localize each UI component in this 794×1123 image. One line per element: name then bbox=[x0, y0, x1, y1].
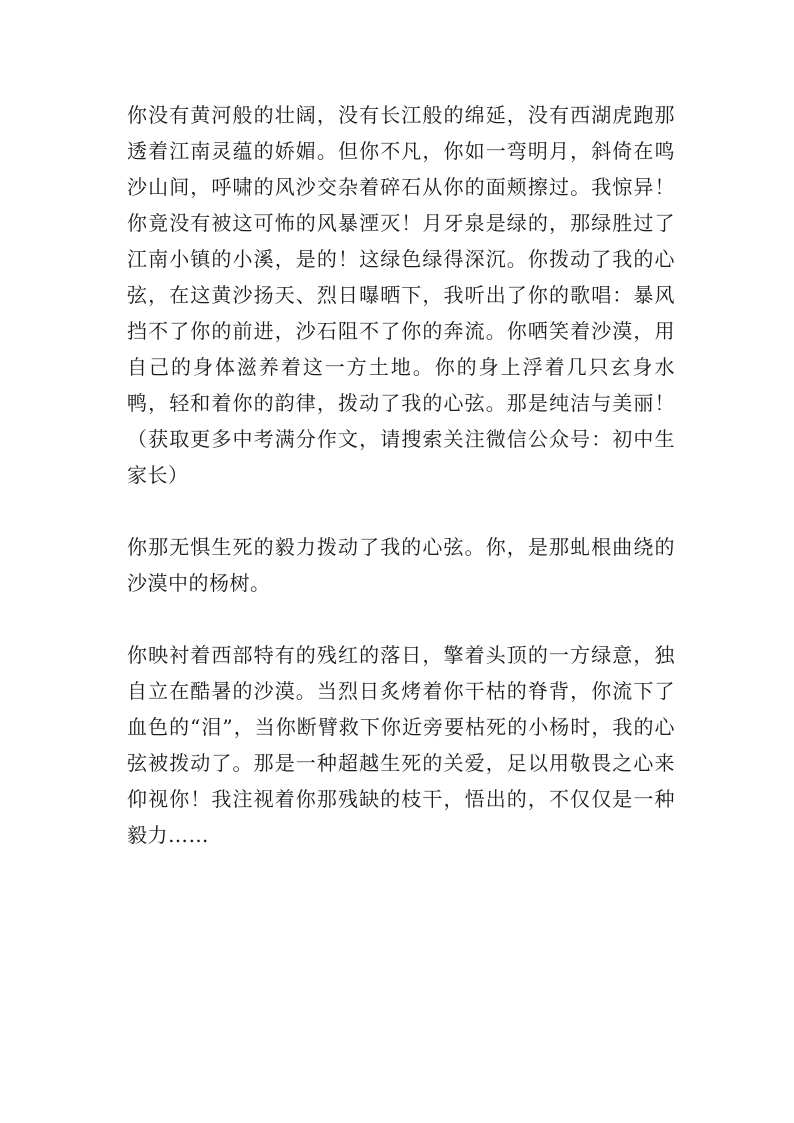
paragraph-poplar-sunset: 你映衬着西部特有的残红的落日，擎着头顶的一方绿意，独自立在酷暑的沙漠。当烈日炙烤着你干枯的脊背，你流下了血色的“泪”，当你断臂救下你近旁要枯死的小杨时，我的心弦被拨动了。那是一种超越生死的关爱，足以用敬畏之心来仰视你！我注视着你那残缺的枝干，悟出的，不仅仅是一种毅力…… bbox=[127, 643, 675, 847]
paragraph-crescent-spring: 你没有黄河般的壮阔，没有长江般的绵延，没有西湖虎跑那透着江南灵蕴的娇媚。但你不凡，你如一弯明月，斜倚在鸣沙山间，呼啸的风沙交杂着碎石从你的面颊擦过。我惊异！你竟没有被这可怖的风暴湮灭！月牙泉是绿的，那绿胜过了江南小镇的小溪，是的！这绿色绿得深沉。你拨动了我的心弦，在这黄沙扬天、烈日曝晒下，我听出了你的歌唱：暴风挡不了你的前进，沙石阻不了你的奔流。你哂笑着沙漠，用自己的身体滋养着这一方土地。你的身上浮着几只玄身水鸭，轻和着你的韵律，拨动了我的心弦。那是纯洁与美丽！（获取更多中考满分作文，请搜索关注微信公众号：初中生家长） bbox=[127, 103, 675, 487]
paragraph-poplar-intro: 你那无惧生死的毅力拨动了我的心弦。你，是那虬根曲绕的沙漠中的杨树。 bbox=[127, 535, 675, 595]
document-body bbox=[127, 97, 675, 853]
